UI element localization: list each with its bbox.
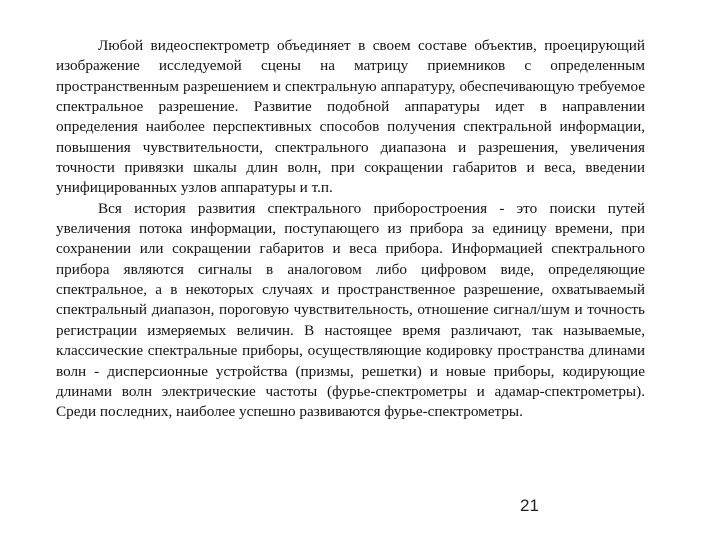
page-number: 21 bbox=[520, 496, 539, 515]
paragraph-videospectrometer: Любой видеоспектрометр объединяет в своем составе объектив, проецирующий изображение исследуемой сцены на матрицу приемников с определенным пространственным разрешением и спектральную аппаратуру, обеспечивающую требуемое спектральное разрешение. Развитие подобной аппаратуры идет в направлении определения наиболее перспективных способов получения спектральной информации, повышения чувствительности, спектрального диапазона и разрешения, увеличения точности привязки шкалы длин волн, при сокращении габаритов и веса, введении унифицированных узлов аппаратуры и т.п. bbox=[56, 37, 645, 197]
document-body bbox=[56, 36, 645, 423]
paragraph-history: Вся история развития спектрального приборостроения - это поиски путей увеличения потока информации, поступающего из прибора за единицу времени, при сохранении или сокращении габаритов и веса прибора. Информацией спектрального прибора являются сигналы в аналоговом либо цифровом виде, определяющие спектральное, а в некоторых случаях и пространственное разрешение, охватываемый спектральный диапазон, пороговую чувствительность, отношение сигнал/шум и точность регистрации измеряемых величин. В настоящее время различают, так называемые, классические спектральные приборы, осуществляющие кодировку пространства длинами волн - дисперсионные устройства (призмы, решетки) и новые приборы, кодирующие длинами волн электрические частоты (фурье-спектрометры и адамар-спектрометры). Среди последних, наиболее успешно развиваются фурье-спектрометры. bbox=[56, 199, 645, 421]
